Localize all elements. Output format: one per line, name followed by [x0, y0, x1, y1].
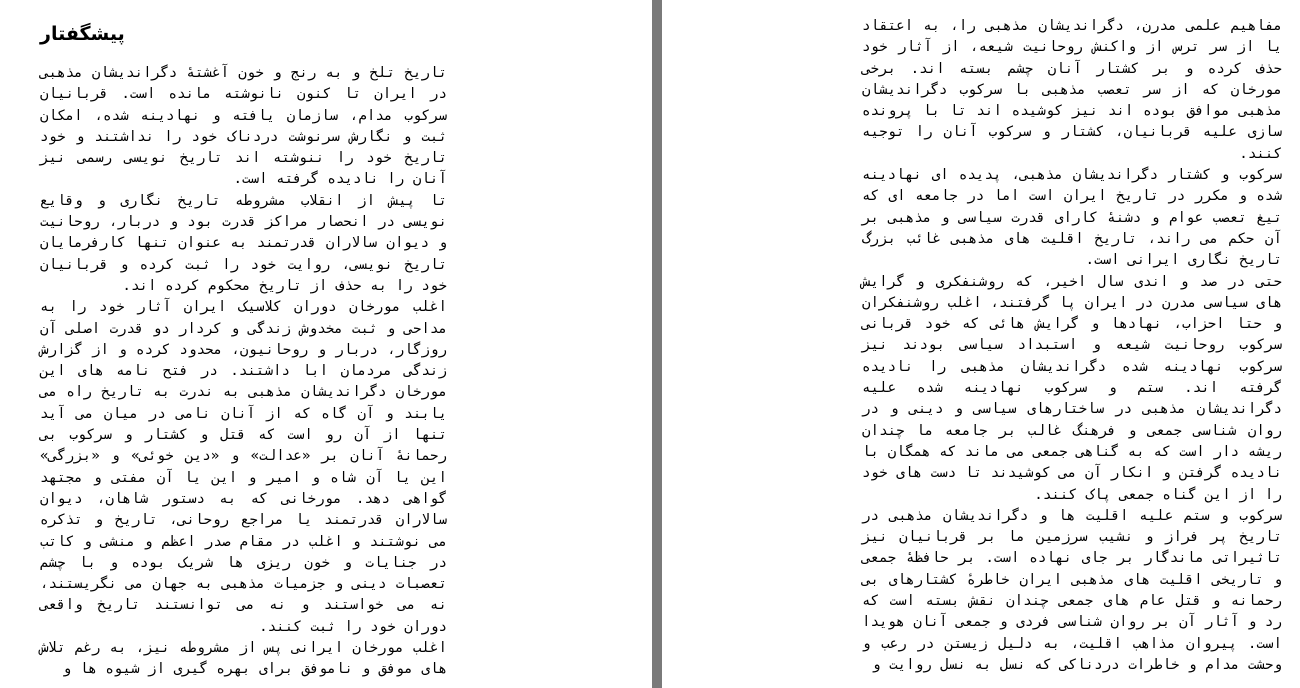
paragraph: سرکوب و کشتار دگراندیشان مذهبی، پدیده ای نهادینه شده و مکرر در تاریخ ایران است اما در جامعه ای که تیغ تعصب عوام و دشنهٔ کارای قدرت سیاسی و مذهبی بر آن حکم می راند، تاریخ اقلیت های مذهبی غائب بزرگ تاریخ نگاری ایرانی است. — [862, 167, 1282, 269]
right-page-text — [862, 16, 1282, 676]
paragraph: حتی در صد و اندی سال اخیر، که روشنفکری و گرایش های سیاسی مدرن در ایران پا گرفتند، اغلب روشنفکران و حتا احزاب، نهادها و گرایش هائی که خود قربانی سرکوب روحانیت شیعه و استبداد سیاسی بودند نیز سرکوب نهادینه شده دگراندیشان مذهبی را نادیده گرفته اند. ستم و سرکوب نهادینه شده علیه دگراندیشان مذهبی در ساختارهای سیاسی و دینی و در روان شناسی جمعی و فرهنگ غالب بر جامعه ما چندان ریشه دار است که به گناهی جمعی می ماند که همگان با نادیده گرفتن و انکار آن می کوشیدند تا دست های خود را از این گناه جمعی پاک کنند. — [862, 273, 1282, 503]
left-page-text — [40, 63, 447, 681]
paragraph: اغلب مورخان دوران کلاسیک ایران آثار خود را به مداحی و ثبت مخدوش زندگی و کردار دو قدرت اصلی آن روزگار، دربار و روحانیون، محدود کرده و از گزارش زندگی مردمان ابا داشتند. در فتح نامه های این مورخان دگراندیشان مذهبی به ندرت به تاریخ راه می یابند و آن گاه که از آنان نامی در میان می آید تنها از آن رو است که قتل و کشتار و سرکوب بی رحمانهٔ آنان بر «عدالت» و «دین خوئی» و «بزرگی» این یا آن شاه و امیر و این یا آن مفتی و مجتهد گواهی دهد. مورخانی که به دستور شاهان، دیوان سالاران قدرتمند یا مراجع روحانی، تاریخ و تذکره می نوشتند و اغلب در مقام صدر اعظم و منشی و کاتب در جنایات و خون ریزی ها شریک بوده و با چشم تعصبات دینی و جزمیات مذهبی به جهان می نگریستند، نه می خواستند و نه می توانستند تاریخ واقعی دوران خود را ثبت کنند. — [40, 299, 447, 635]
paragraph: تا پیش از انقلاب مشروطه تاریخ نگاری و وقایع نویسی در انحصار مراکز قدرت بود و دربار، روحانیت و دیوان سالاران قدرتمند به عنوان تنها کارفرمایان تاریخ نویسی، روایت خود را ثبت کرده و قربانیان خود را به حذف از تاریخ محکوم کرده اند. — [40, 192, 447, 294]
paragraph: اغلب مورخان ایرانی پس از مشروطه نیز، به رغم تلاش های موفق و ناموفق برای بهره گیری از شیوه ها و — [40, 640, 447, 678]
paragraph: سرکوب و ستم علیه اقلیت ها و دگراندیشان مذهبی در تاریخ پر فراز و نشیب سرزمین ما بر قربانیان نیز تاثیراتی ماندگار بر جای نهاده است. بر حافظهٔ جمعی و تاریخی اقلیت های مذهبی ایران خاطرهٔ کشتارهای بی رحمانه و قتل عام های جمعی چندان نقش بسته است که رد و آثار آن بر روان شناسی فردی و جمعی آنان هویدا است. پیروان مذاهب اقلیت، به دلیل زیستن در رعب و وحشت مدام و خاطرات دردناکی که نسل به نسل روایت و — [862, 507, 1282, 673]
page-divider — [652, 0, 662, 688]
paragraph: مفاهیم علمی مدرن، دگراندیشان مذهبی را، به اعتقاد یا از سر ترس از واکنش روحانیت شیعه، از آثار خود حذف کرده و بر کشتار آنان چشم بسته اند. برخی مورخان که از سر تعصب مذهبی با سرکوب دگراندیشان مذهبی موافق بوده اند نیز کوشیده اند تا با پرونده سازی علیه قربانیان، کشتار و سرکوب آنان را توجیه کنند. — [862, 18, 1282, 162]
paragraph: تاریخ تلخ و به رنج و خون آغشتهٔ دگراندیشان مذهبی در ایران تا کنون نانوشته مانده است. قربانیان سرکوب مدام، سازمان یافته و نهادینه شده، امکان ثبت و نگارش سرنوشت دردناک خود را نداشتند و خود تاریخ خود را ننوشته اند تاریخ نویسی رسمی نیز آنان را نادیده گرفته است. — [40, 65, 447, 188]
page-heading: پیشگفتار — [40, 23, 125, 45]
right-page — [662, 0, 1300, 688]
